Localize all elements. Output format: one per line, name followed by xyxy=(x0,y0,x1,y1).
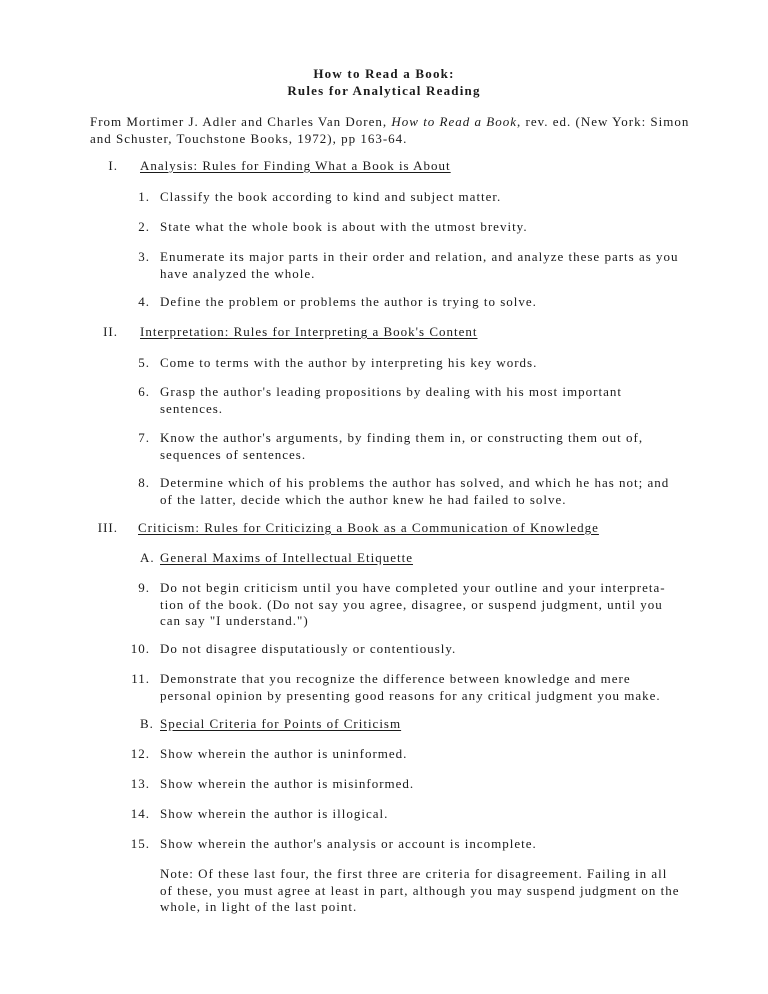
rule-text: Show wherein the author is misinformed. xyxy=(160,776,415,791)
document-title: How to Read a Book: xyxy=(313,66,455,81)
rule-number: 8. xyxy=(138,475,150,490)
citation-prefix: From Mortimer J. Adler and Charles Van Doren, xyxy=(90,114,392,129)
rule-number: 7. xyxy=(138,430,150,445)
rule-number: 3. xyxy=(138,249,150,264)
citation-suffix: , rev. ed. (New York: Simon and Schuster, Touchstone Books, 1972), pp 163-64. xyxy=(90,114,690,146)
rule-number: 14. xyxy=(130,806,150,821)
section-heading-analysis: Analysis: Rules for Finding What a Book is About xyxy=(140,158,451,173)
subsection-heading-criteria: Special Criteria for Points of Criticism xyxy=(160,716,402,731)
section-numeral: III. xyxy=(97,520,118,535)
rule-number: 10. xyxy=(130,641,150,656)
rule-text: State what the whole book is about with the utmost brevity. xyxy=(160,219,528,234)
rule-text: Determine which of his problems the author has solved, and which he has not; and of the latter, decide which the author knew he had failed to solve. xyxy=(160,475,670,507)
rule-text: Grasp the author's leading propositions by dealing with his most important sentences. xyxy=(160,384,622,416)
section-heading-interpretation: Interpretation: Rules for Interpreting a Book's Content xyxy=(140,324,478,339)
document-subtitle: Rules for Analytical Reading xyxy=(287,83,481,98)
citation-book-title: How to Read a Book xyxy=(391,114,517,129)
section-numeral: II. xyxy=(103,324,118,339)
rule-number: 11. xyxy=(131,671,150,686)
rule-text: Show wherein the author is illogical. xyxy=(160,806,389,821)
rule-text: Come to terms with the author by interpreting his key words. xyxy=(160,355,538,370)
rule-text: Show wherein the author is uninformed. xyxy=(160,746,408,761)
criteria-note: Note: Of these last four, the first three are criteria for disagreement. Failing in all of these, you must agree at least in part, although you may suspend judgment on the whole, in light of the last point. xyxy=(160,866,680,914)
rule-text: Demonstrate that you recognize the difference between knowledge and mere personal opinion by presenting good reasons for any critical judgment you make. xyxy=(160,671,661,703)
subsection-label: A. xyxy=(140,550,155,565)
rule-text: Define the problem or problems the author is trying to solve. xyxy=(160,294,537,309)
rule-number: 1. xyxy=(138,189,150,204)
subsection-label: B. xyxy=(140,716,154,731)
rule-text: Show wherein the author's analysis or account is incomplete. xyxy=(160,836,537,851)
rule-number: 12. xyxy=(130,746,150,761)
rule-text: Know the author's arguments, by finding them in, or constructing them out of, sequences of sentences. xyxy=(160,430,644,462)
rule-text: Do not disagree disputatiously or contentiously. xyxy=(160,641,457,656)
rule-number: 5. xyxy=(138,355,150,370)
rule-text: Do not begin criticism until you have completed your outline and your interpreta-tion of the book. (Do not say you agree, disagree, or suspend judgment, until you can say "I understand.") xyxy=(160,580,666,628)
rule-number: 13. xyxy=(130,776,150,791)
rule-number: 2. xyxy=(138,219,150,234)
source-citation xyxy=(90,113,690,147)
rule-number: 9. xyxy=(138,580,150,595)
rule-text: Enumerate its major parts in their order and relation, and analyze these parts as you have analyzed the whole. xyxy=(160,249,679,281)
rule-text: Classify the book according to kind and subject matter. xyxy=(160,189,502,204)
section-heading-criticism: Criticism: Rules for Criticizing a Book as a Communication of Knowledge xyxy=(138,520,599,535)
rule-number: 4. xyxy=(138,294,150,309)
rule-number: 15. xyxy=(130,836,150,851)
subsection-heading-maxims: General Maxims of Intellectual Etiquette xyxy=(160,550,413,565)
section-numeral: I. xyxy=(108,158,118,173)
rule-number: 6. xyxy=(138,384,150,399)
